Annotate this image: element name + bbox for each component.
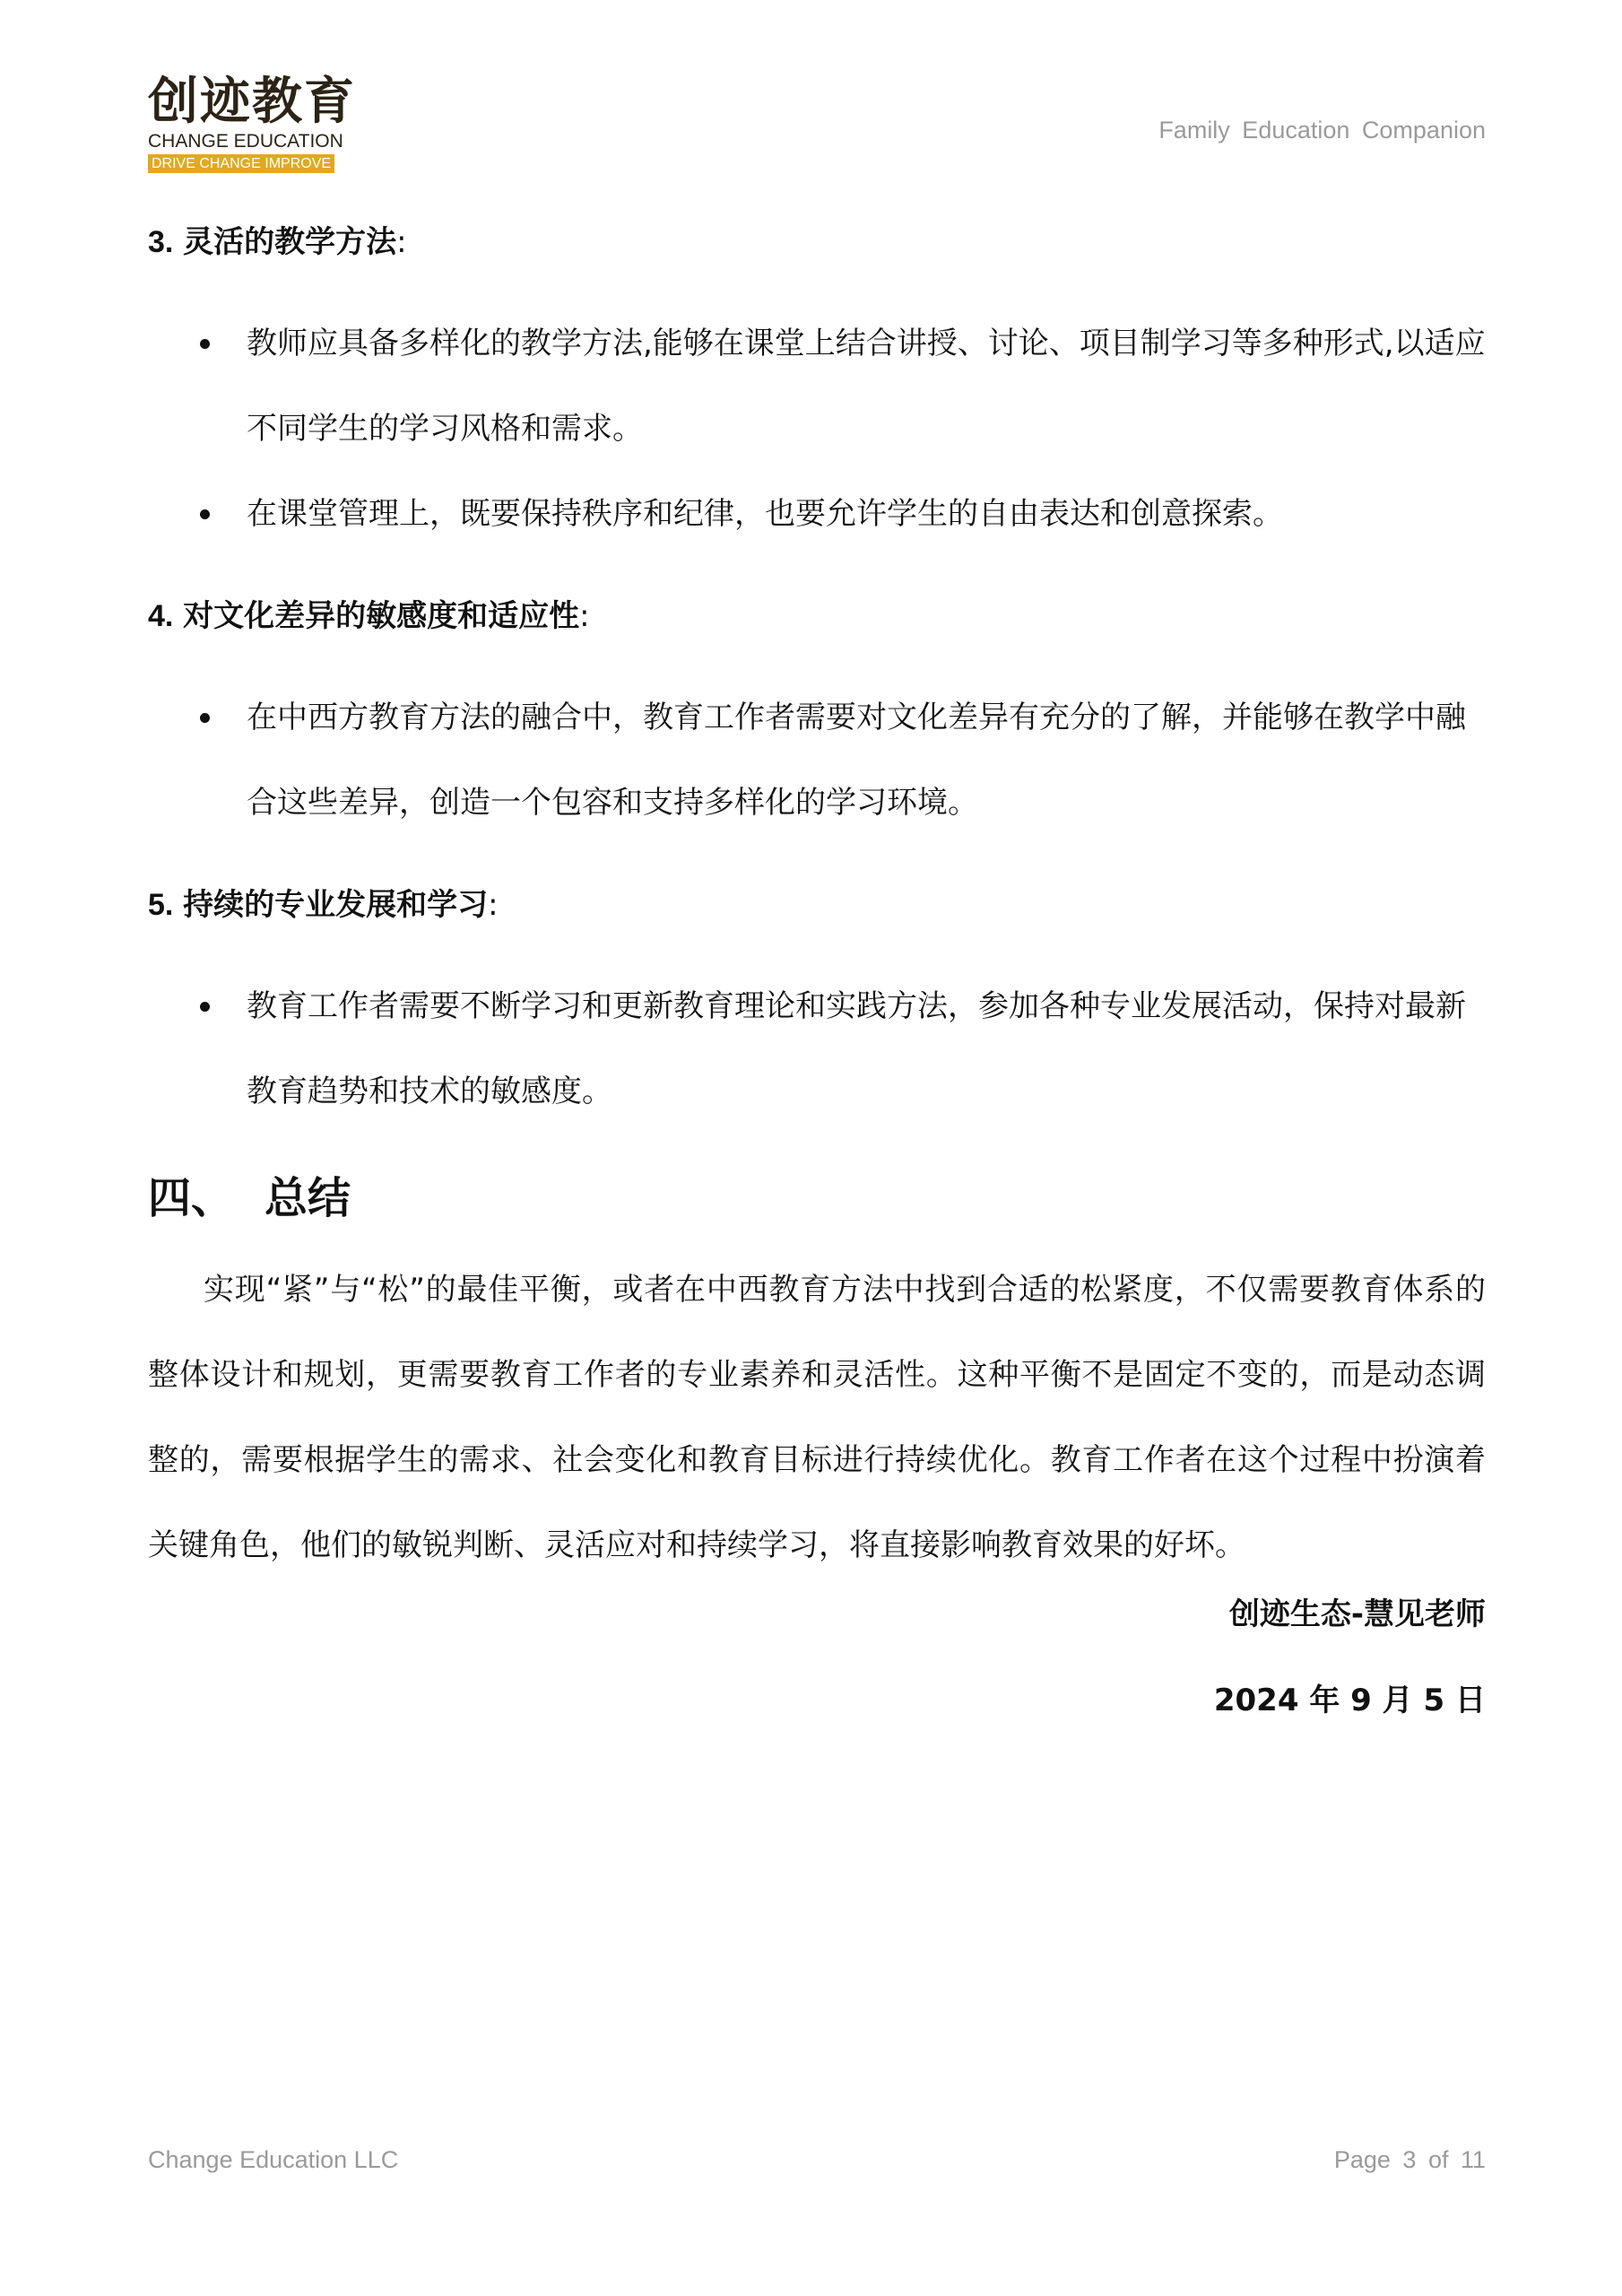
bullet-text: 在中西方教育方法的融合中，教育工作者需要对文化差异有充分的了解，并能够在教学中融合这些差异，创造一个包容和支持多样化的学习环境。	[247, 700, 1466, 821]
logo-chinese-name: 创迹教育	[148, 72, 356, 131]
section-title: 总结	[265, 1173, 351, 1223]
bullet-icon	[200, 1002, 210, 1012]
bullet-icon	[200, 509, 210, 519]
list-item	[148, 675, 1486, 846]
document-body	[148, 215, 1486, 1588]
company-logo	[148, 72, 356, 173]
list-item	[148, 964, 1486, 1135]
signature-date: 2024 年 9 月 5 日	[1213, 1683, 1486, 1718]
item-number: 4.	[148, 599, 174, 633]
item-number: 3.	[148, 225, 174, 259]
item-colon: :	[579, 598, 590, 634]
bullet-text: 教育工作者需要不断学习和更新教育理论和实践方法，参加各种专业发展活动，保持对最新教育趋势和技术的敏感度。	[247, 988, 1466, 1109]
item-colon: :	[488, 887, 499, 923]
bullet-icon	[200, 713, 210, 723]
item-4-title	[148, 589, 1486, 643]
item-number: 5.	[148, 888, 174, 922]
section-number: 四、	[148, 1173, 235, 1223]
item-colon: :	[396, 224, 407, 260]
list-item	[148, 472, 1486, 557]
list-item	[148, 301, 1486, 472]
summary-paragraph: 实现“紧”与“松”的最佳平衡，或者在中西教育方法中找到合适的松紧度，不仅需要教育体系的整体设计和规划，更需要教育工作者的专业素养和灵活性。这种平衡不是固定不变的，而是动态调整的，需要根据学生的需求、社会变化和教育目标进行持续优化。教育工作者在这个过程中扮演着关键角色，他们的敏锐判断、灵活应对和持续学习，将直接影响教育效果的好坏。	[148, 1272, 1486, 1563]
section-heading	[148, 1167, 1486, 1230]
item-heading: 对文化差异的敏感度和适应性	[183, 598, 580, 634]
item-4-bullets	[148, 675, 1486, 846]
item-3-bullets	[148, 301, 1486, 557]
item-5-bullets	[148, 964, 1486, 1135]
page-header	[0, 0, 1622, 188]
page-number: Page 3 of 11	[1333, 2146, 1486, 2173]
footer-company: Change Education LLC	[148, 2146, 399, 2173]
item-heading: 持续的专业发展和学习	[183, 887, 489, 923]
logo-tagline: DRIVE CHANGE IMPROVE	[148, 154, 334, 173]
item-heading: 灵活的教学方法	[183, 224, 397, 260]
item-3-title	[148, 215, 1486, 269]
item-5-title	[148, 878, 1486, 932]
header-title: Family Education Companion	[1158, 117, 1486, 144]
bullet-icon	[200, 339, 210, 349]
bullet-text: 教师应具备多样化的教学方法,能够在课堂上结合讲授、讨论、项目制学习等多种形式,以适应不同学生的学习风格和需求。	[247, 326, 1486, 447]
signature-name: 创迹生态-慧见老师	[1228, 1596, 1486, 1632]
logo-english-name: CHANGE EDUCATION	[148, 131, 343, 152]
bullet-text: 在课堂管理上，既要保持秩序和纪律，也要允许学生的自由表达和创意探索。	[247, 496, 1283, 532]
